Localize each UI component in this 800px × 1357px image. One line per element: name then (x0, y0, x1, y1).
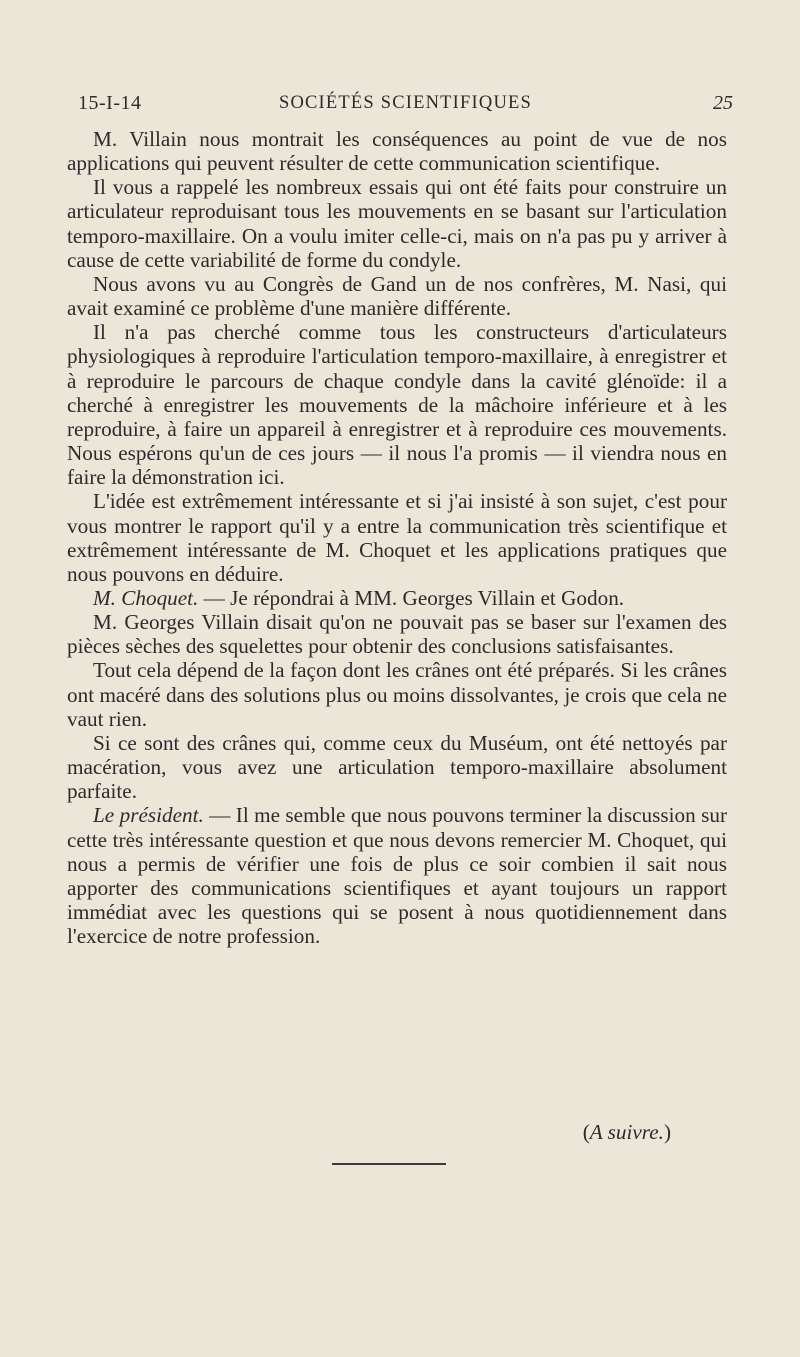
speaker-name: M. Choquet. (93, 585, 199, 610)
paragraph-2 (67, 175, 727, 272)
paragraph-text: Tout cela dépend de la façon dont les crânes ont été préparés. Si les crânes ont macéré dans des solutions plus ou moins dissolvantes, je crois que cela ne vaut rien. (67, 658, 727, 731)
speaker-name: Le président. (93, 803, 204, 828)
paragraph-text: Il n'a pas cherché comme tous les constructeurs d'articulateurs physiologiques à reproduire l'articulation temporo-maxillaire, à enregistrer et à reproduire le parcours de chaque condyle dans la cavité glénoïde: il a cherché à enregistrer les mouvements de la mâchoire inférieure et à les reproduire, à faire un appareil à enregistrer et à reproduire ces mouvements. Nous espérons qu'un de ces jours — il nous l'a promis — il viendra nous en faire la démonstration ici. (67, 320, 727, 490)
end-rule-divider (332, 1163, 446, 1165)
paragraph-text: Nous avons vu au Congrès de Gand un de nos confrères, M. Nasi, qui avait examiné ce problème d'une manière différente. (67, 271, 727, 321)
to-follow-text: A suivre. (589, 1120, 664, 1144)
paragraph-8 (67, 658, 727, 730)
paragraph-text: M. Villain nous montrait les conséquences au point de vue de nos applications qui peuvent résulter de cette communication scientifique. (67, 127, 727, 176)
paragraph-3 (67, 272, 727, 320)
paragraph-10 (67, 803, 727, 948)
header-title: SOCIÉTÉS SCIENTIFIQUES (278, 93, 533, 113)
page-number: 25 (713, 92, 733, 114)
paragraph-text: Si ce sont des crânes qui, comme ceux du Muséum, ont été nettoyés par macération, vous avez une articulation temporo-maxillaire absolument parfaite. (67, 730, 727, 804)
paragraph-1 (67, 127, 727, 175)
header-date: 15-I-14 (78, 92, 142, 114)
paragraph-text: L'idée est extrêmement intéressante et si j'ai insisté à son sujet, c'est pour vous montrer le rapport qu'il y a entre la communication très scientifique et extrêmement intéressante de M. Choquet et les applications pratiques que nous pouvons en déduire. (67, 489, 727, 586)
paragraph-6 (67, 586, 727, 610)
paragraph-5 (67, 489, 727, 586)
paragraph-text: — Je répondrai à MM. Georges Villain et Godon. (198, 585, 625, 610)
to-follow-note: (A suivre.) (582, 1120, 671, 1144)
paragraph-7 (67, 610, 727, 658)
paragraph-text: — Il me semble que nous pouvons terminer la discussion sur cette très intéressante question et que nous devons remercier M. Choquet, qui nous a permis de vérifier une fois de plus ce soir combien il sait nous apporter des communications scientifiques et ayant toujours un rapport immédiat avec les questions qui se posent à nous quotidiennement dans l'exercice de notre profession. (67, 803, 727, 949)
paragraph-text: Il vous a rappelé les nombreux essais qui ont été faits pour construire un articulateur reproduisant tous les mouvements en se basant sur l'articulation temporo-maxillaire. On a voulu imiter celle-ci, mais on n'a pas pu y arriver à cause de cette variabilité de forme du condyle. (67, 175, 727, 272)
paragraph-9 (67, 731, 727, 803)
article-body (67, 127, 727, 948)
running-header (78, 88, 733, 118)
paragraph-4 (67, 320, 727, 489)
paragraph-text: M. Georges Villain disait qu'on ne pouvait pas se baser sur l'examen des pièces sèches des squelettes pour obtenir des conclusions satisfaisantes. (67, 610, 727, 659)
